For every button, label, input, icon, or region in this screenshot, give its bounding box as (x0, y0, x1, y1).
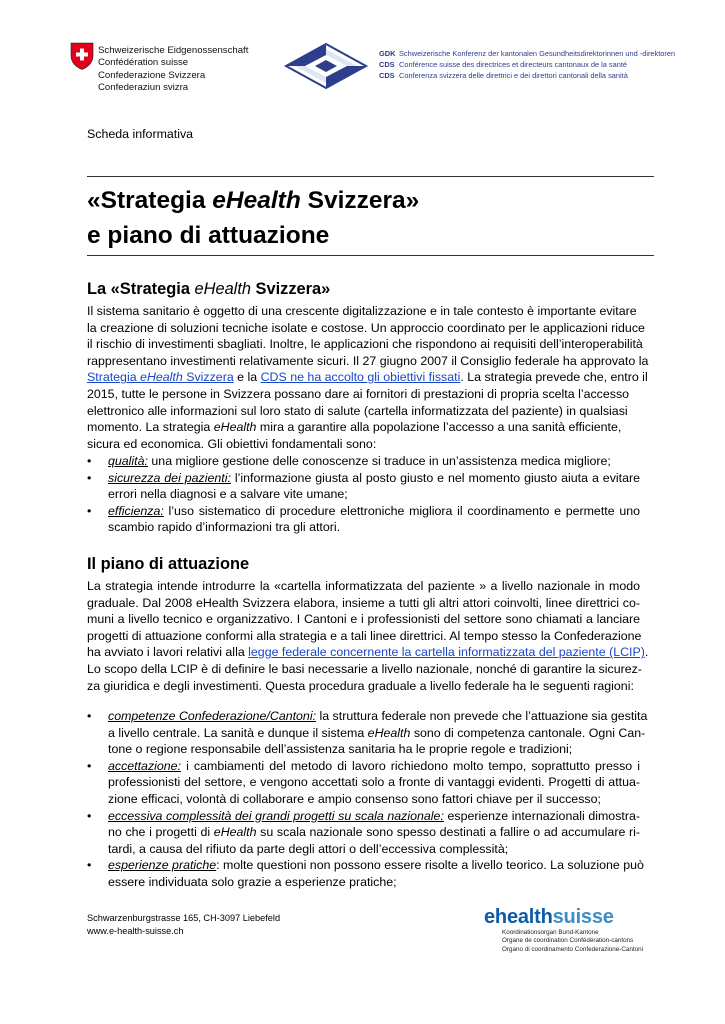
gdk-line (379, 48, 679, 59)
text-line (108, 503, 640, 520)
text-line (108, 758, 640, 775)
text-span: no che i progetti di (108, 825, 214, 840)
text-span: mira a garantire alla popolazione l’accesso a una sanità efficiente, (256, 420, 622, 435)
keyword: competenze Confederazione/Cantoni: (108, 709, 317, 723)
gdk-text: Conférence suisse des directrices et directeurs cantonaux de la santé (399, 60, 628, 70)
text-span: sono di competenza cantonale. Ogni Can- (410, 725, 646, 740)
section1-paragraph (87, 303, 649, 452)
bullet-icon: • (87, 503, 92, 518)
text-span: ha avviato i lavori relativi alla (87, 645, 249, 660)
federal-names (98, 45, 273, 94)
text-line: 2015, tutte le persone in Svizzera possano dare ai fornitori di prestazioni di propria scelta l’accesso (87, 386, 630, 401)
list-item (87, 453, 640, 470)
text-line: la creazione di soluzioni tecniche isolate e costose. Un approccio coordinato per le applicazioni riduce (87, 320, 645, 335)
bullet-icon: • (87, 808, 92, 823)
text-span-em: eHealth (213, 420, 257, 435)
text-span-em: eHealth (213, 825, 257, 840)
list-item (87, 470, 640, 503)
text-span: . (644, 645, 649, 660)
text-line: professionisti del settore, e vengono accettati solo a fronte di vantaggi evidenti. Progetti di attua- (108, 775, 640, 790)
text-line: progetti di attuazione conformi alla strategia e a tali linee direttrici. Al tempo stesso la Confederazione (87, 628, 642, 643)
text-span: l’informazione giusta al posto giusto e nel momento giusto aiuta a evitare (230, 470, 640, 485)
title-line-1 (87, 183, 647, 218)
website-link[interactable]: www.e-health-suisse.ch (87, 925, 184, 936)
text-line: muni a livello tecnico e organizzativo. I Cantoni e i professionisti del settore sono chiamati a lanciare (87, 612, 640, 627)
bullet-icon: • (87, 709, 92, 723)
text-line: zione efficaci, volontà di collaborare e ampio consenso sono fattori chiave per il successo; (108, 791, 601, 806)
text-span: su scala nazionale sono spesso destinati a fallire o ad accumulare ri- (256, 825, 641, 840)
text-span: la struttura federale non prevede che l’attuazione sia gestita (316, 709, 648, 723)
brand-part: suisse (552, 906, 614, 928)
list-item (87, 503, 640, 536)
text-line: graduale. Dal 2008 eHealth Svizzera elabora, insieme a tutti gli altri attori coinvolti, linee direttrici co- (87, 595, 640, 610)
federal-name-it: Confederazione Svizzera (98, 69, 206, 81)
keyword: esperienze pratiche (108, 858, 217, 873)
gdk-text: Schweizerische Konferenz der kantonalen Gesundheitsdirektorinnen und -direktoren (399, 49, 676, 58)
heading-text-em: eHealth (194, 280, 251, 298)
link-strategia-ehealth[interactable] (87, 370, 234, 384)
gdk-line (379, 70, 679, 81)
list-item (87, 758, 640, 808)
gdk-abbr: GDK (379, 49, 396, 58)
federal-name-fr: Confédération suisse (98, 57, 189, 69)
heading-text: Svizzera» (251, 280, 331, 298)
text-span: una migliore gestione delle conoscenze si traduce in un’assistenza medica migliore; (147, 454, 611, 468)
brand-line: Koordinationsorgan Bund-Kantone (502, 929, 599, 936)
text-line: La strategia intende introdurre la «cartella informatizzata del paziente » a livello nazionale in modo (87, 579, 640, 593)
text-line: rappresentano investimenti relativamente sicuri. Il 27 giugno 2007 il Consiglio federale ha approvato la (87, 353, 649, 368)
document-type: Scheda informativa (87, 127, 194, 141)
gdk-abbr: CDS (379, 60, 395, 70)
text-line (108, 808, 640, 825)
keyword: accettazione: (108, 758, 182, 773)
gdk-text: Conferenza svizzera delle direttrici e dei direttori cantonali della sanità (399, 71, 628, 81)
text-span: . La strategia prevede che, entro il (460, 370, 648, 385)
text-span: i cambiamenti del metodo di lavoro richiedono molto tempo, soprattutto presso i (181, 758, 640, 773)
text-line (108, 824, 640, 841)
text-span: esperienze internazionali dimostra- (443, 808, 640, 823)
gdk-conference-names (379, 48, 679, 82)
text-span: e la (233, 370, 261, 385)
bullet-icon: • (87, 758, 92, 773)
text-line: errori nella diagnosi e a salvare vite umane; (108, 487, 348, 502)
title-text: Svizzera» (300, 187, 420, 214)
gdk-abbr: CDS (379, 71, 395, 81)
ehealth-suisse-logo (484, 905, 644, 954)
text-line (87, 644, 649, 661)
title-rule-top (87, 176, 654, 177)
text-line (108, 470, 640, 487)
federal-name-rm: Confederaziun svizra (98, 81, 189, 93)
text-line (108, 453, 640, 470)
link-text: Strategia (87, 370, 141, 385)
text-line (108, 725, 646, 742)
text-span: l’uso sistematico di procedure elettroniche migliora il coordinamento e permette uno (163, 503, 640, 518)
text-line: za giuridica e degli investimenti. Questa procedura graduale a livello federale ha le seguenti ragioni: (87, 678, 634, 693)
section2-reasons-list (87, 708, 648, 891)
text-line: scambio rapido d’informazioni tra gli attori. (108, 520, 341, 535)
text-span: : molte questioni non possono essere risolte a livello teorico. La soluzione può (216, 858, 644, 873)
footer-address (87, 912, 280, 937)
text-line: sicura ed economica. Gli obiettivi fondamentali sono: (87, 436, 377, 451)
text-line (108, 708, 648, 725)
title-text: «Strategia (87, 187, 213, 214)
bullet-icon: • (87, 858, 92, 873)
text-line (87, 419, 640, 436)
gdk-logo-icon (283, 42, 369, 95)
text-line: Lo scopo della LCIP è di definire le basi necessarie a livello nazionale, nonché di garantire la sicurez- (87, 661, 642, 676)
brand-subtitle (502, 929, 644, 954)
link-cds-obiettivi[interactable]: CDS ne ha accolto gli obiettivi fissati (260, 370, 461, 385)
brand-line: Organe de coordination Confédération-cantons (502, 937, 634, 945)
keyword: eccessiva complessità dei grandi progetti su scala nazionale: (108, 808, 444, 823)
federal-name-de: Schweizerische Eidgenossenschaft (98, 45, 249, 56)
text-span: momento. La strategia (87, 420, 214, 435)
text-line (87, 369, 648, 386)
title-text-em: eHealth (212, 187, 301, 214)
list-item (87, 708, 648, 758)
link-text: Svizzera (182, 370, 234, 385)
text-span: a livello centrale. La sanità e dunque il sistema (108, 725, 368, 740)
swiss-coat-of-arms-icon (70, 42, 94, 75)
link-text-em: eHealth (140, 370, 183, 385)
address-line: Schwarzenburgstrasse 165, CH-3097 Liebefeld (87, 913, 281, 923)
bullet-icon: • (87, 470, 92, 485)
section2-paragraph (87, 578, 649, 694)
text-line: essere individuata solo grazie a esperienze pratiche; (108, 874, 397, 889)
list-item (87, 808, 640, 858)
text-line (108, 857, 644, 874)
text-line: elettronico alle informazioni sul loro stato di salute (cartella informatizzata del paziente) in qualsiasi (87, 403, 628, 418)
brand-wordmark (484, 905, 644, 929)
section-heading-strategia (87, 279, 330, 299)
text-line: Il sistema sanitario è oggetto di una crescente digitalizzazione e in tale contesto è importante evitare (87, 304, 637, 318)
brand-part: ehealth (484, 906, 553, 928)
title-rule-bottom (87, 255, 654, 256)
keyword: efficienza: (108, 503, 164, 518)
section-heading-piano: Il piano di attuazione (87, 555, 250, 573)
bullet-icon: • (87, 454, 92, 468)
heading-text: La «Strategia (87, 280, 195, 298)
text-line: tone o regione responsabile dell’assistenza sanitaria ha le proprie regole e tradizioni; (108, 742, 573, 757)
text-line: tardi, a causa del rifiuto da parte degli attori o dell’eccessiva complessità; (108, 841, 509, 856)
text-line: il rischio di investimenti sbagliati. Inoltre, le applicazioni che rispondono ai requisiti dell’interoperabilità (87, 337, 643, 352)
page-title (87, 183, 647, 253)
list-item (87, 857, 644, 890)
keyword: sicurezza dei pazienti: (108, 470, 231, 485)
section1-goals-list (87, 453, 640, 536)
link-lcip[interactable]: legge federale concernente la cartella informatizzata del paziente (LCIP) (248, 645, 645, 660)
title-line-2: e piano di attuazione (87, 222, 330, 249)
gdk-line (379, 59, 679, 70)
text-span-em: eHealth (367, 725, 411, 740)
brand-line: Organo di coordinamento Confederazione-Cantoni (502, 945, 644, 953)
keyword: qualità: (108, 454, 148, 468)
